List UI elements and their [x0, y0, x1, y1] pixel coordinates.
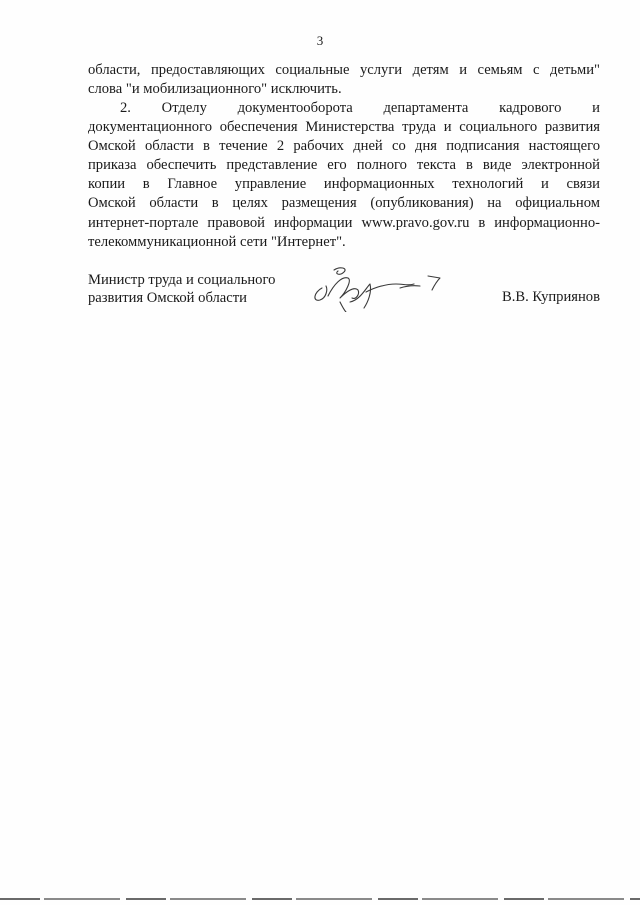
signatory-name: В.В. Куприянов — [502, 289, 600, 305]
handwritten-signature — [304, 262, 454, 312]
signatory-position — [88, 271, 275, 307]
paragraph-line: Омской области в целях размещения (опубликования) на официальном — [88, 195, 600, 212]
paragraph-continuation — [88, 61, 600, 99]
paragraph-line: интернет-портале правовой информации www.pravo.gov.ru в информационно- — [88, 214, 600, 231]
scan-edge-line — [0, 898, 640, 900]
paragraph-line: 2. Отделу документооборота департамента кадрового и — [120, 100, 600, 116]
paragraph-line: документационного обеспечения Министерства труда и социального развития — [88, 119, 600, 136]
paragraph-item-2 — [88, 99, 600, 252]
paragraph-line: области, предоставляющих социальные услуги детям и семьям с детьми" — [88, 62, 600, 78]
position-line: Министр труда и социального — [88, 272, 276, 288]
paragraph-line: слова "и мобилизационного" исключить. — [88, 81, 342, 98]
position-line: развития Омской области — [88, 290, 247, 306]
paragraph-line: копии в Главное управление информационных технологий и связи — [88, 176, 600, 193]
page-number: 3 — [316, 33, 324, 48]
paragraph-line: Омской области в течение 2 рабочих дней со дня подписания настоящего — [88, 138, 600, 155]
paragraph-line: приказа обеспечить представление его полного текста в виде электронной — [88, 157, 600, 174]
paragraph-line: телекоммуникационной сети "Интернет". — [88, 233, 346, 250]
